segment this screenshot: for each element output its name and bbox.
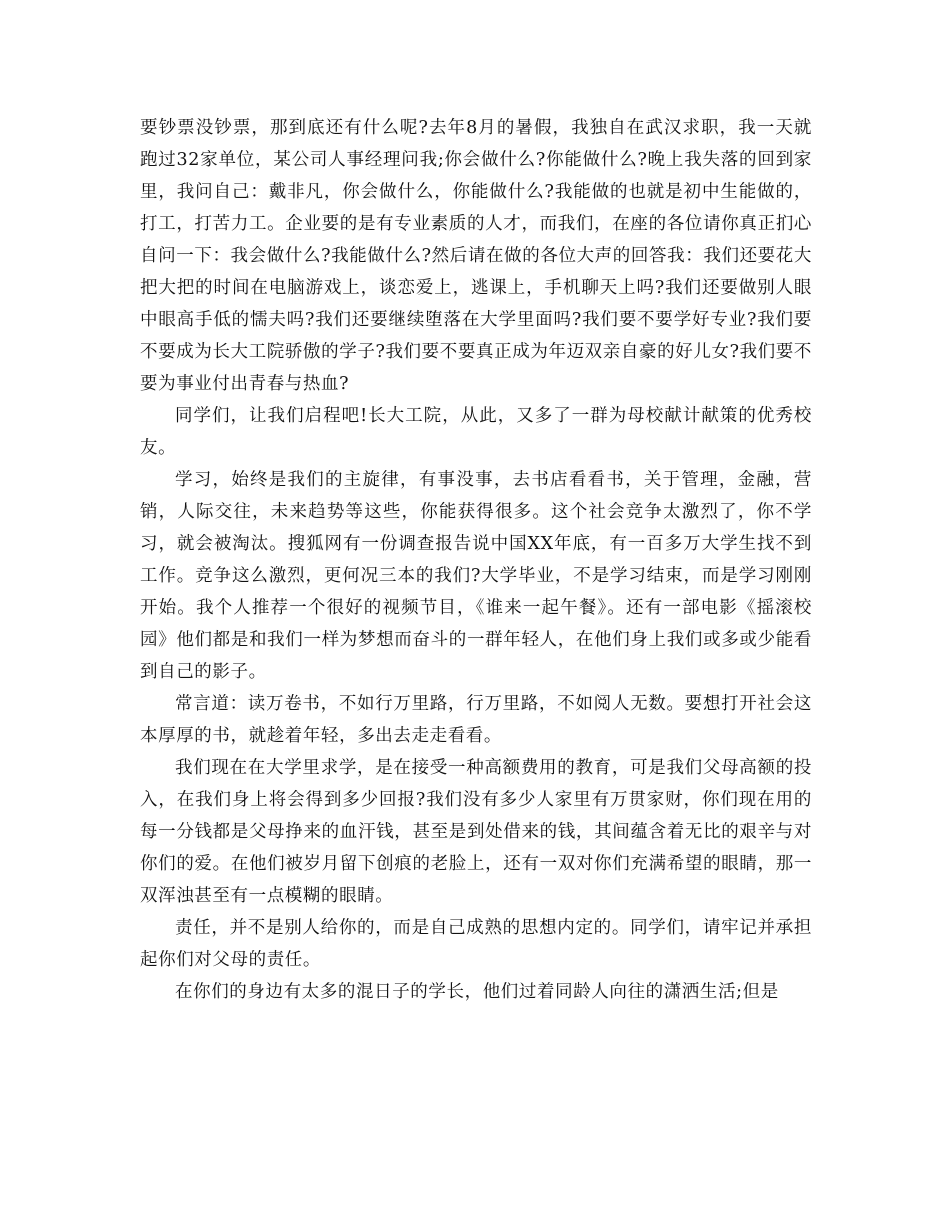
paragraph-continuation: 要钞票没钞票，那到底还有什么呢?去年8月的暑假，我独自在武汉求职，我一天就跑过32家单位，某公司人事经理问我;你会做什么?你能做什么?晚上我失落的回到家里，我问自己：戴非凡，你会做什么，你能做什么?我能做的也就是初中生能做的，打工，打苦力工。企业要的是有专业素质的人才，而我们，在座的各位请你真正扪心自问一下：我会做什么?我能做什么?然后请在做的各位大声的回答我：我们还要花大把大把的时间在电脑游戏上，谈恋爱上，逃课上，手机聊天上吗?我们还要做别人眼中眼高手低的懦夫吗?我们还要继续堕落在大学里面吗?我们要不要学好专业?我们要不要成为长大工院骄傲的学子?我们要不要真正成为年迈双亲自豪的好儿女?我们要不要为事业付出青春与热血? xyxy=(140,118,812,394)
paragraph-responsibility: 责任，并不是别人给你的，而是自己成熟的思想内定的。同学们，请牢记并承担起你们对父母的责任。 xyxy=(140,918,812,970)
paragraph-set-off: 同学们，让我们启程吧!长大工院，从此，又多了一群为母校献计献策的优秀校友。 xyxy=(140,406,812,458)
document-page xyxy=(140,112,812,1008)
paragraph-proverb: 常言道：读万卷书，不如行万里路，行万里路，不如阅人无数。要想打开社会这本厚厚的书，就趁着年轻，多出去走走看看。 xyxy=(140,694,812,746)
paragraph-parents: 我们现在在大学里求学，是在接受一种高额费用的教育，可是我们父母高额的投入，在我们身上将会得到多少回报?我们没有多少人家里有万贯家财，你们现在用的每一分钱都是父母挣来的血汗钱，甚至是到处借来的钱，其间蕴含着无比的艰辛与对你们的爱。在他们被岁月留下创痕的老脸上，还有一双对你们充满希望的眼睛，那一双浑浊甚至有一点模糊的眼睛。 xyxy=(140,758,812,906)
paragraph-study: 学习，始终是我们的主旋律，有事没事，去书店看看书，关于管理，金融，营销，人际交往，未来趋势等这些，你能获得很多。这个社会竞争太激烈了，你不学习，就会被淘汰。搜狐网有一份调查报告说中国XX年底，有一百多万大学生找不到工作。竞争这么激烈，更何况三本的我们?大学毕业，不是学习结束，而是学习刚刚开始。我个人推荐一个很好的视频节目，《谁来一起午餐》。还有一部电影《摇滚校园》他们都是和我们一样为梦想而奋斗的一群年轻人，在他们身上我们或多或少能看到自己的影子。 xyxy=(140,470,812,682)
paragraph-seniors: 在你们的身边有太多的混日子的学长，他们过着同龄人向往的潇洒生活;但是 xyxy=(175,982,779,1002)
